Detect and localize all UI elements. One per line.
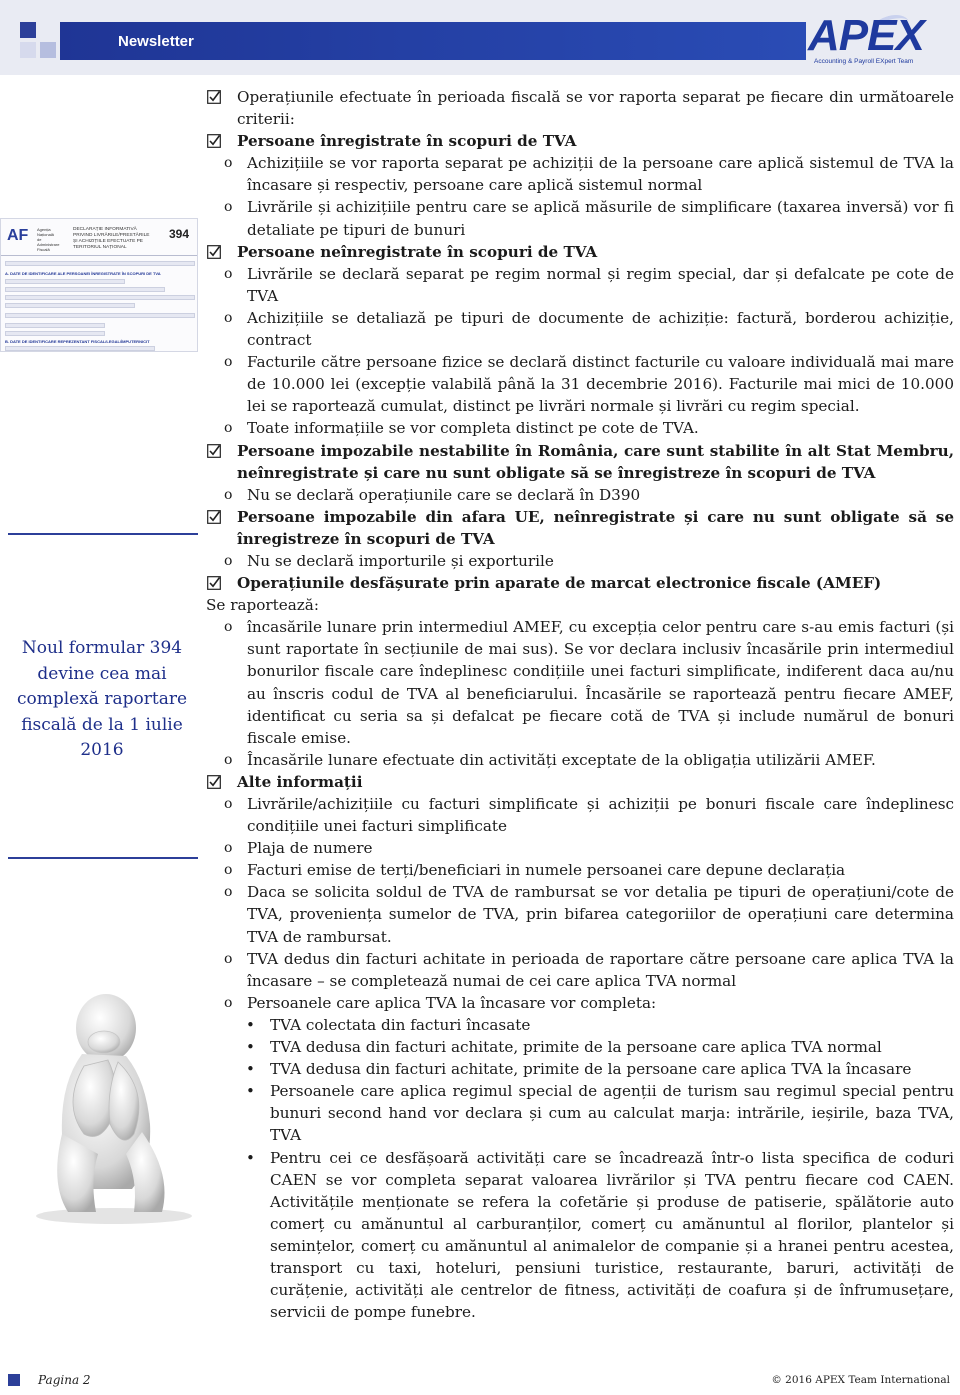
item-text: Livrările/achizițiile cu facturi simplificate și achiziții pe bonuri fiscale care îndeplinesc condițiile unei facturi simplificate xyxy=(247,795,954,836)
item-text: Persoane neînregistrate în scopuri de TVA xyxy=(237,242,598,261)
item-text: Plaja de numere xyxy=(247,839,373,858)
anaf-logo: AF xyxy=(7,227,29,244)
bullet-item xyxy=(206,1080,954,1146)
bullet-item xyxy=(206,1147,954,1324)
bullet-icon: • xyxy=(246,1082,255,1101)
paragraph xyxy=(206,594,954,616)
item-text: Persoane impozabile nestabilite în România, care sunt stabilite în alt Stat Membru, neînregistrate și care nu sunt obligate să se înregistreze în scopuri de TVA xyxy=(237,441,954,482)
header-square xyxy=(40,42,56,58)
main-content xyxy=(206,86,954,1323)
form-title: DECLARAȚIE INFORMATIVĂ PRIVIND LIVRĂRILE/PRESTĂRILE ȘI ACHIZIȚIILE EFECTUATE PE TERITORIUL NAȚIONAL xyxy=(73,227,150,250)
form-field xyxy=(5,261,195,266)
checkbox-checked-icon xyxy=(207,576,221,590)
item-text: Persoanele care aplica regimul special de agenții de turism sau regimul special pentru bunuri second hand vor declara și cum au calculat marja: intrările, ieșirile, baza TVA, TVA xyxy=(270,1082,954,1145)
stressed-person-figure xyxy=(22,984,198,1224)
form-field xyxy=(5,323,105,328)
checkbox-checked-icon xyxy=(207,775,221,789)
circle-bullet-icon: o xyxy=(224,751,233,768)
circle-bullet-icon: o xyxy=(224,486,233,503)
item-text: Achizițiile se vor raporta separat pe achiziții de la persoane care aplică sistemul de TVA la încasare și respectiv, persoane care aplică sistemul normal xyxy=(247,154,954,195)
sidebar-title: Noul formular 394 devine cea mai complexă raportare fiscală de la 1 iulie 2016 xyxy=(16,638,188,760)
form-field xyxy=(5,303,135,308)
bullet-item xyxy=(206,1058,954,1080)
circle-bullet-icon: o xyxy=(224,994,233,1011)
circle-bullet-icon: o xyxy=(224,309,233,326)
form-number: 394 xyxy=(169,227,190,241)
newsletter-title: Newsletter xyxy=(118,33,194,50)
item-text: încasările lunare prin intermediul AMEF, cu excepția celor pentru care s-au emis facturi (și sunt raportate în secțiunile de mai sus). Se vor declara inclusiv încasările prin intermediul bonurilor fiscale care îndeplinesc condițiile unei facturi simplificate, indiferent daca au/nu au înscris codul de TVA al beneficiarului. Încasările se raportează pentru fiecare AMEF, identificat cu seria sa și defalcat pe fiecare cotă de TVA și include numărul de bonuri fiscale emise. xyxy=(247,618,954,747)
sub-item xyxy=(206,837,954,859)
item-text: Persoane impozabile din afara UE, neînregistrate și care nu sunt obligate să se înregistreze în scopuri de TVA xyxy=(237,507,954,548)
checkbox-item xyxy=(206,86,954,130)
circle-bullet-icon: o xyxy=(224,884,233,901)
bullet-icon: • xyxy=(246,1060,255,1079)
checkbox-checked-icon xyxy=(207,444,221,458)
form-field xyxy=(5,279,125,284)
bullet-item xyxy=(206,1014,954,1036)
sub-item xyxy=(206,859,954,881)
circle-bullet-icon: o xyxy=(224,354,233,371)
item-text: Nu se declară operațiunile care se declară în D390 xyxy=(247,485,641,504)
item-text: Pentru cei ce desfășoară activități care se încadrează într-o lista specifica de coduri CAEN se vor completa separat valoarea livrărilor și TVA pentru fiecare cod CAEN. Activitățile menționate se refera la cofetărie și produse de patiserie, spălătorie auto comerț cu amănuntul al carburanților, comerț cu amănuntul al florilor, plantelor și semințelor, comerț cu amănuntul al animalelor de companie și a hranei pentru acestea, transport cu taxi, hoteluri, pensiuni turistice, restaurante, baruri, activități de curățenie, activități ale centrelor de fitness, activități de coafura și de înfrumusețare, servicii de pompe funebre. xyxy=(270,1148,954,1322)
item-text: TVA dedusa din facturi achitate, primite de la persoane care aplica TVA normal xyxy=(270,1038,882,1057)
sub-item xyxy=(206,417,954,439)
form-field xyxy=(5,287,165,292)
item-text: Toate informațiile se vor completa distinct pe cote de TVA. xyxy=(247,419,699,438)
item-text: TVA dedus din facturi achitate in perioada de raportare către persoane care aplica TVA la încasare – se completează numai de cei care aplica TVA normal xyxy=(247,949,954,990)
header-square xyxy=(20,22,36,38)
circle-bullet-icon: o xyxy=(224,840,233,857)
item-text: Persoanele care aplica TVA la încasare vor completa: xyxy=(247,993,657,1012)
circle-bullet-icon: o xyxy=(224,796,233,812)
item-text: Facturi emise de terți/beneficiari in numele persoanei care depune declarația xyxy=(247,861,846,880)
circle-bullet-icon: o xyxy=(224,420,233,437)
circle-bullet-icon: o xyxy=(224,155,233,172)
logo-text: APEX xyxy=(808,11,924,60)
sub-item xyxy=(206,992,954,1014)
checkbox-item xyxy=(206,506,954,550)
circle-bullet-icon: o xyxy=(224,862,233,879)
copyright: © 2016 APEX Team International xyxy=(771,1374,950,1386)
sub-item xyxy=(206,196,954,240)
item-text: Operațiunile efectuate în perioada fiscală se vor raporta separat pe fiecare din următoarele criterii: xyxy=(237,88,954,129)
circle-bullet-icon: o xyxy=(224,619,233,636)
checkbox-item xyxy=(206,572,954,594)
item-text: Nu se declară importurile și exporturile xyxy=(247,551,554,570)
sub-item xyxy=(206,484,954,506)
page-number: Pagina 2 xyxy=(38,1373,91,1387)
item-text: Facturile către persoane fizice se declară distinct facturile cu valoare individuală mai mare de 10.000 lei (excepție valabilă până la 31 decembrie 2016). Facturile mai mici de 10.000 lei se raportează cumulat, distinct pe livrări normale și livrări cu regim special. xyxy=(247,353,954,416)
sub-item xyxy=(206,793,954,837)
item-text: Alte informații xyxy=(237,772,363,791)
bullet-item xyxy=(206,1036,954,1058)
item-text: Operațiunile desfășurate prin aparate de marcat electronice fiscale (AMEF) xyxy=(237,574,882,593)
item-text: TVA dedusa din facturi achitate, primite de la persoane care aplica TVA la încasare xyxy=(270,1060,912,1079)
sub-item xyxy=(206,263,954,307)
item-text: Daca se solicita soldul de TVA de rambursat se vor detalia pe tipuri de operațiuni/cote de TVA, proveniența sumelor de TVA, prin bifarea categoriilor de operațiuni care determina TVA de rambursat. xyxy=(247,883,954,946)
sub-item xyxy=(206,550,954,572)
form-agency: Agenția Națională de Administrare Fiscală xyxy=(37,227,60,252)
item-text: Încasările lunare efectuate din activități exceptate de la obligația utilizării AMEF. xyxy=(247,750,876,769)
checkbox-checked-icon xyxy=(207,510,221,524)
sub-item xyxy=(206,351,954,417)
circle-bullet-icon: o xyxy=(224,199,233,216)
header-square xyxy=(20,42,36,58)
form-field xyxy=(5,331,105,336)
checkbox-checked-icon xyxy=(207,90,221,104)
form-field xyxy=(5,295,195,300)
sidebar-rule-top xyxy=(8,533,198,535)
logo-tagline: Accounting & Payroll EXpert Team xyxy=(814,58,914,65)
circle-bullet-icon: o xyxy=(224,950,233,967)
circle-bullet-icon: o xyxy=(224,552,233,569)
checkbox-item xyxy=(206,771,954,793)
bullet-icon: • xyxy=(246,1015,255,1034)
bullet-icon: • xyxy=(246,1038,255,1057)
item-text: Livrările se declară separat pe regim normal și regim special, dar și defalcate pe cote de TVA xyxy=(247,264,954,305)
form-section-a: A. DATE DE IDENTIFICARE ALE PERSOANEI ÎNREGISTRATE ÎN SCOPURI DE TVA xyxy=(5,271,161,276)
form-field xyxy=(5,313,195,318)
item-text: TVA colectata din facturi încasate xyxy=(270,1015,531,1034)
checkbox-checked-icon xyxy=(207,245,221,259)
item-text: Persoane înregistrate în scopuri de TVA xyxy=(237,132,577,151)
form-section-b: B. DATE DE IDENTIFICARE REPREZENTANT FISCAL/LEGAL/ÎMPUTERNICIT xyxy=(5,339,150,344)
apex-logo xyxy=(808,11,956,70)
sub-item xyxy=(206,307,954,351)
sub-item xyxy=(206,616,954,749)
footer-square xyxy=(8,1374,20,1386)
checkbox-item xyxy=(206,241,954,263)
item-text: Se raportează: xyxy=(206,596,319,615)
sub-item xyxy=(206,948,954,992)
sub-item xyxy=(206,749,954,771)
checkbox-item xyxy=(206,440,954,484)
item-text: Achizițiile se detaliază pe tipuri de documente de achiziție: factură, borderou achiziție, contract xyxy=(247,308,954,350)
form-394-thumbnail xyxy=(0,218,198,352)
sidebar-rule-bottom xyxy=(8,857,198,859)
sub-item xyxy=(206,152,954,196)
sub-item xyxy=(206,881,954,947)
item-text: Livrările și achizițiile pentru care se aplică măsurile de simplificare (taxarea inversă) vor fi detaliate pe tipuri de bunuri xyxy=(247,198,954,239)
checkbox-item xyxy=(206,130,954,152)
bullet-icon: • xyxy=(246,1148,255,1167)
form-field xyxy=(5,346,155,351)
circle-bullet-icon: o xyxy=(224,265,233,282)
checkbox-checked-icon xyxy=(207,134,221,148)
